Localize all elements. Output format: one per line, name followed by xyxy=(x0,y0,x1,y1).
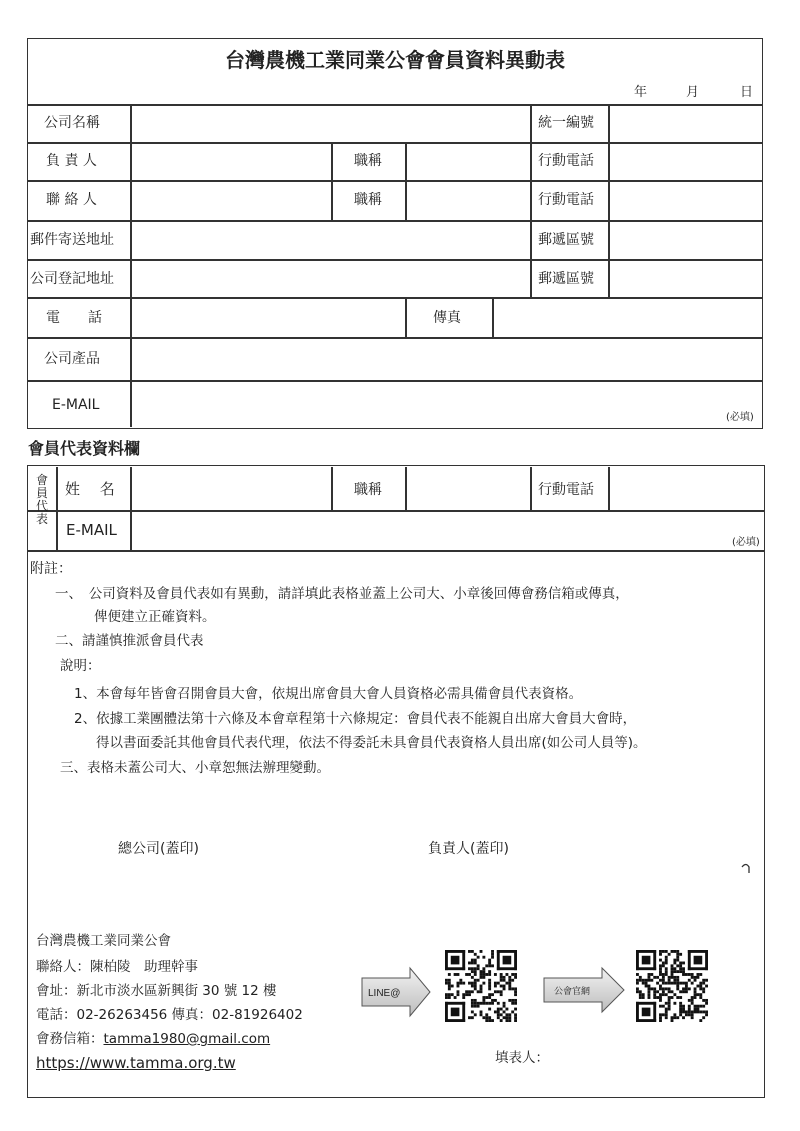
website-qr-code[interactable] xyxy=(636,950,708,1022)
company-name-label: 公司名稱 xyxy=(44,115,100,131)
col-divider xyxy=(331,142,333,220)
rep-name-label: 姓 名 xyxy=(65,480,115,498)
row-divider xyxy=(27,550,765,552)
company-name-field[interactable] xyxy=(132,106,528,140)
rep-required-note: (必填) xyxy=(732,537,760,548)
explain-item-2: 2、依據工業團體法第十六條及本會章程第十六條規定：會員代表不能親自出席大會員大會時， xyxy=(74,711,637,727)
reg-address-field[interactable] xyxy=(132,261,528,295)
col-divider xyxy=(530,467,532,510)
phone-label: 電 話 xyxy=(46,310,102,326)
contact-field[interactable] xyxy=(132,182,329,218)
rep-vertical-label xyxy=(31,474,53,526)
mail-zip-field[interactable] xyxy=(610,222,760,257)
phone-fax: 電話：02-26263456 傳真：02-81926402 xyxy=(36,1007,303,1023)
site-arrow xyxy=(542,966,626,1014)
rep-title-label: 職稱 xyxy=(354,482,382,498)
contact-label: 聯 絡 人 xyxy=(46,192,97,208)
office-address: 會址：新北市淡水區新興街 30 號 12 樓 xyxy=(36,983,277,999)
explain-item-2-cont: 得以書面委託其他會員代表代理，依法不得委託未具會員代表資格人員出席(如公司人員等)。 xyxy=(96,735,647,751)
rep-section-title: 會員代表資料欄 xyxy=(28,439,141,458)
form-title: 台灣農機工業同業公會會員資料異動表 xyxy=(225,48,565,72)
rep-title-field[interactable] xyxy=(407,469,528,508)
reg-zip-label: 郵遞區號 xyxy=(538,271,594,287)
rep-vertical-char: 代 xyxy=(35,499,48,513)
contact-title-field[interactable] xyxy=(407,182,528,218)
email-field[interactable] xyxy=(132,382,722,425)
contact-person: 聯絡人：陳柏陵 助理幹事 xyxy=(36,959,198,975)
rep-email-field[interactable] xyxy=(132,512,722,548)
date-year-label: 年 xyxy=(634,85,648,100)
line-qr-code[interactable] xyxy=(444,950,518,1022)
rep-vertical-char: 表 xyxy=(35,512,48,526)
owner-title-field[interactable] xyxy=(407,144,528,178)
filler-label: 填表人： xyxy=(495,1050,549,1066)
fax-field[interactable] xyxy=(494,299,760,335)
reg-address-label: 公司登記地址 xyxy=(30,271,114,287)
required-note: (必填) xyxy=(726,412,754,423)
tax-id-label: 統一編號 xyxy=(538,115,594,131)
contact-title-label: 職稱 xyxy=(354,192,382,208)
contact-mobile-label: 行動電話 xyxy=(538,192,594,208)
hq-stamp-label: 總公司(蓋印) xyxy=(118,841,199,857)
line-arrow xyxy=(360,966,432,1018)
rep-vertical-char: 會 xyxy=(35,473,48,487)
explain-item-1: 1、本會每年皆會召開會員大會，依規出席會員大會人員資格必需具備會員代表資格。 xyxy=(74,686,583,702)
reg-zip-field[interactable] xyxy=(610,261,760,295)
owner-mobile-field[interactable] xyxy=(610,144,760,178)
col-divider xyxy=(56,467,58,550)
note-item-3: 三、表格未蓋公司大、小章恕無法辦理變動。 xyxy=(60,760,330,776)
mail-zip-label: 郵遞區號 xyxy=(538,232,594,248)
rep-vertical-char: 員 xyxy=(35,486,48,500)
email-label: E-MAIL xyxy=(52,397,100,413)
notes-heading: 附註： xyxy=(30,561,72,577)
owner-title-label: 職稱 xyxy=(354,153,382,169)
website-link[interactable]: https://www.tamma.org.tw xyxy=(36,1054,236,1072)
col-divider xyxy=(530,104,532,297)
fax-label: 傳真 xyxy=(433,310,461,326)
rep-mobile-field[interactable] xyxy=(610,469,760,508)
col-divider xyxy=(331,467,333,510)
note-item-2: 二、請謹慎推派會員代表 xyxy=(55,633,204,649)
owner-mobile-label: 行動電話 xyxy=(538,153,594,169)
mail-address-label: 郵件寄送地址 xyxy=(30,232,114,248)
date-month-label: 月 xyxy=(686,85,700,100)
note-item-1: 一、 公司資料及會員代表如有異動，請詳填此表格並蓋上公司大、小章後回傳會務信箱或傳真， xyxy=(55,586,629,602)
mail-address-link[interactable]: tamma1980@gmail.com xyxy=(103,1031,271,1047)
note-item-1-cont: 俾便建立正確資料。 xyxy=(94,609,216,625)
stray-mark xyxy=(740,862,752,874)
tax-id-field[interactable] xyxy=(610,106,760,140)
rep-email-label: E-MAIL xyxy=(66,521,117,539)
owner-label: 負 責 人 xyxy=(46,153,97,169)
products-field[interactable] xyxy=(132,339,760,378)
line-arrow-label: LINE@ xyxy=(368,988,401,999)
phone-field[interactable] xyxy=(132,299,403,335)
products-label: 公司產品 xyxy=(44,351,100,367)
rep-name-field[interactable] xyxy=(132,469,329,508)
owner-field[interactable] xyxy=(132,144,329,178)
date-day-label: 日 xyxy=(740,85,754,100)
mail-address-field[interactable] xyxy=(132,222,528,257)
mail-label: 會務信箱： xyxy=(36,1031,104,1047)
rep-mobile-label: 行動電話 xyxy=(538,482,594,498)
owner-stamp-label: 負責人(蓋印) xyxy=(428,841,509,857)
contact-mobile-field[interactable] xyxy=(610,182,760,218)
mail-row xyxy=(36,1033,270,1047)
org-name: 台灣農機工業同業公會 xyxy=(36,933,171,949)
notes-explain: 說明： xyxy=(60,658,101,674)
site-arrow-label: 公會官網 xyxy=(554,986,591,996)
col-divider xyxy=(405,297,407,337)
